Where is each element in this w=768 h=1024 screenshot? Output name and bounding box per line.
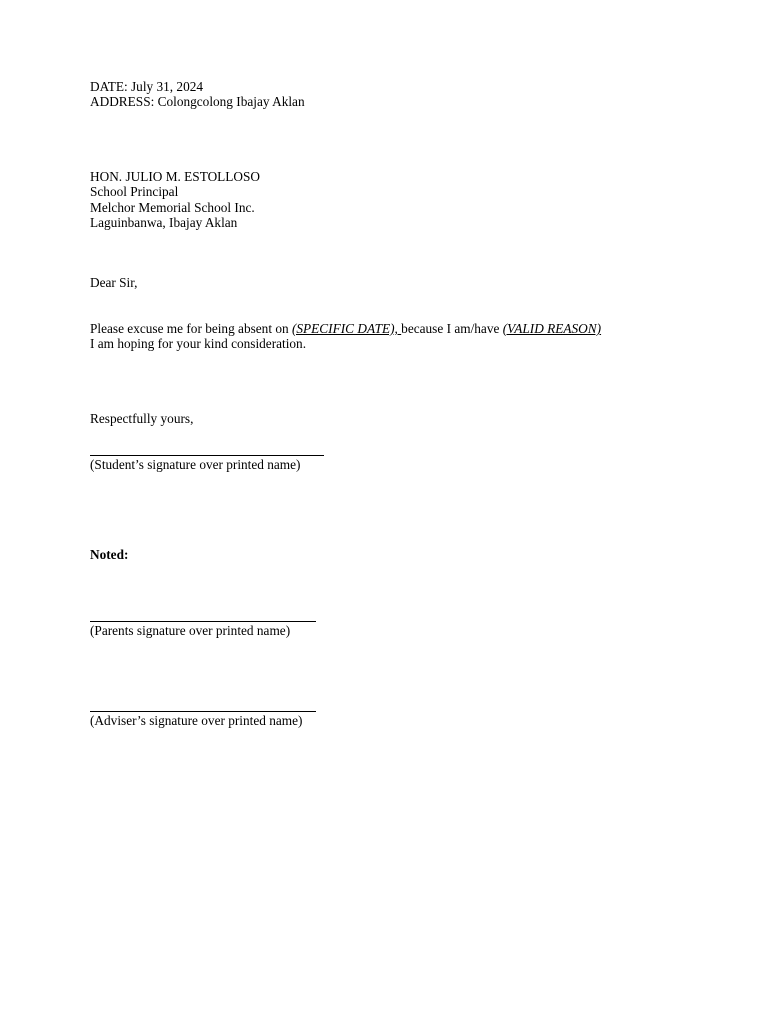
student-signature-line [90, 455, 324, 456]
adviser-signature-caption: (Adviser’s signature over printed name) [90, 713, 303, 728]
closing: Respectfully yours, [90, 411, 194, 426]
body-line-1 [90, 321, 601, 336]
body-text-part1: Please excuse me for being absent on [90, 321, 292, 336]
body-line-2: I am hoping for your kind consideration. [90, 336, 307, 351]
recipient-title: School Principal [90, 184, 179, 199]
body-text-part2: because I am/have [401, 321, 503, 336]
recipient-name: HON. JULIO M. ESTOLLOSO [90, 169, 261, 184]
parents-signature-caption: (Parents signature over printed name) [90, 623, 291, 638]
address-line: ADDRESS: Colongcolong Ibajay Aklan [90, 94, 305, 109]
recipient-location: Laguinbanwa, Ibajay Aklan [90, 215, 238, 230]
noted-label: Noted: [90, 547, 129, 562]
salutation: Dear Sir, [90, 275, 138, 290]
student-signature-caption: (Student’s signature over printed name) [90, 457, 301, 472]
date-line: DATE: July 31, 2024 [90, 79, 204, 94]
recipient-school: Melchor Memorial School Inc. [90, 200, 255, 215]
adviser-signature-line [90, 711, 316, 712]
valid-reason-placeholder: (VALID REASON) [502, 321, 602, 336]
parents-signature-line [90, 621, 316, 622]
specific-date-placeholder: (SPECIFIC DATE), [291, 321, 402, 336]
